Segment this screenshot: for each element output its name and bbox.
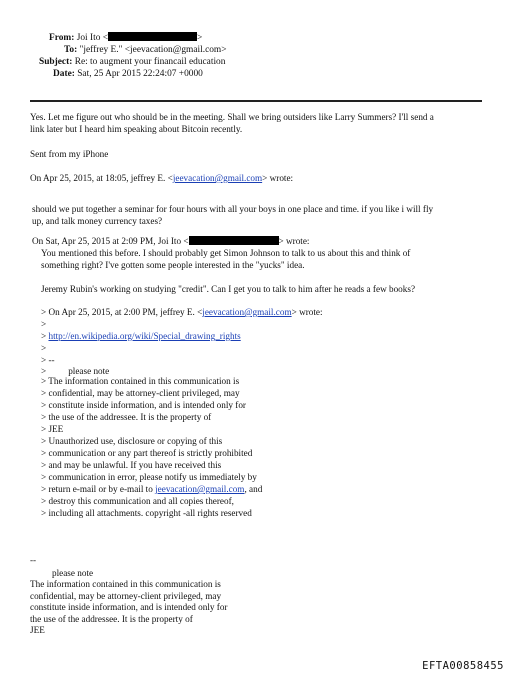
nested-line-attach: > including all attachments. copyright -all rights reserved (41, 508, 252, 518)
gt-prefix: > (41, 366, 47, 376)
joi-intro-end: > wrote: (278, 236, 310, 246)
subject-value: Re: to augment your financail education (74, 57, 226, 67)
nested-gt: > (41, 343, 47, 353)
nested-disclaimer-line: > the use of the addressee. It is the property of (41, 412, 212, 422)
disclaimer-line: The information contained in this communication is (30, 579, 221, 589)
nested-disclaimer-line: > communication in error, please notify us immediately by (41, 472, 257, 482)
nested-disclaimer-line: > The information contained in this communication is (41, 376, 240, 386)
email-line-end: , and (244, 484, 263, 494)
header-to (64, 44, 227, 56)
from-value: Joi Ito < (76, 33, 109, 43)
quote-intro-end: > wrote: (262, 173, 294, 183)
nested-disclaimer-line: > and may be unlawful. If you have received this (41, 460, 222, 470)
reply-line-1: Yes. Let me figure out who should be in the meeting. Shall we bring outsiders like Larry Summers? I'll send a (30, 112, 434, 122)
joi-intro-text: On Sat, Apr 25, 2015 at 2:09 PM, Joi Ito < (32, 236, 189, 246)
redaction-box (189, 236, 279, 245)
nested-disclaimer-line: > constitute inside information, and is intended only for (41, 400, 246, 410)
to-value: "jeffrey E." <jeevacation@gmail.com> (79, 45, 227, 55)
nested-gt: > (41, 319, 47, 329)
nested-disclaimer-line: > Unauthorized use, disclosure or copying of this (41, 436, 223, 446)
reply-line-2: link later but I heard him speaking about Bitcoin recently. (30, 124, 243, 134)
subject-label: Subject: (39, 57, 73, 67)
date-value: Sat, 25 Apr 2015 22:24:07 +0000 (77, 69, 203, 79)
nested-line-destroy: > destroy this communication and all copies thereof, (41, 496, 234, 506)
note-text: please note (68, 366, 110, 376)
quote-intro (30, 173, 293, 185)
joi-p2: Jeremy Rubin's working on studying "credit". Can I get you to talk to him after he reads a few books? (41, 284, 416, 294)
nested-link-line (41, 331, 241, 343)
document-id: EFTA00858455 (422, 660, 504, 672)
jeffrey-line-1: should we put together a seminar for four hours with all your boys in one place and time. if you like i will fly (32, 204, 434, 214)
joi-p1-line-1: You mentioned this before. I should probably get Simon Johnson to talk to us about this and think of (41, 248, 411, 258)
disclaimer-line: constitute inside information, and is intended only for (30, 602, 228, 612)
nested-dash: > -- (41, 355, 55, 365)
gt-prefix: > (41, 331, 49, 341)
header-divider (30, 100, 482, 102)
nested-disclaimer-line: > confidential, may be attorney-client privileged, may (41, 388, 240, 398)
to-label: To: (64, 45, 78, 55)
signature: Sent from my iPhone (30, 149, 109, 159)
joi-p1-line-2: something right? I've gotten some people interested in the "yucks" idea. (41, 260, 305, 270)
wikipedia-link[interactable]: http://en.wikipedia.org/wiki/Special_drawing_rights (48, 331, 241, 341)
disclaimer-note: please note (52, 568, 94, 578)
header-date (53, 68, 203, 80)
nested-email-line (41, 484, 262, 496)
inner-intro-end: > wrote: (291, 307, 323, 317)
from-label: From: (49, 33, 75, 43)
redaction-box (108, 32, 197, 41)
date-label: Date: (53, 69, 75, 79)
nested-disclaimer-line: > communication or any part thereof is strictly prohibited (41, 448, 253, 458)
header-subject (39, 56, 225, 68)
email-link[interactable]: jeevacation@gmail.com (202, 307, 292, 317)
inner-intro-text: > On Apr 25, 2015, at 2:00 PM, jeffrey E. < (41, 307, 203, 317)
quote-intro-text: On Apr 25, 2015, at 18:05, jeffrey E. < (30, 173, 173, 183)
email-link[interactable]: jeevacation@gmail.com (155, 484, 245, 494)
email-line-text: > return e-mail or by e-mail to (41, 484, 156, 494)
joi-quote-intro (32, 236, 309, 248)
nested-disclaimer-line: > JEE (41, 424, 64, 434)
jeffrey-line-2: up, and talk money currency taxes? (32, 216, 163, 226)
disclaimer-line: the use of the addressee. It is the property of (30, 613, 193, 624)
header-from (49, 32, 202, 44)
disclaimer-dash: -- (30, 555, 37, 565)
email-link[interactable]: jeevacation@gmail.com (172, 173, 263, 183)
disclaimer-line: confidential, may be attorney-client privileged, may (30, 590, 222, 601)
from-end: > (197, 33, 203, 43)
inner-quote-intro (41, 307, 323, 319)
disclaimer-line: JEE (30, 625, 45, 635)
